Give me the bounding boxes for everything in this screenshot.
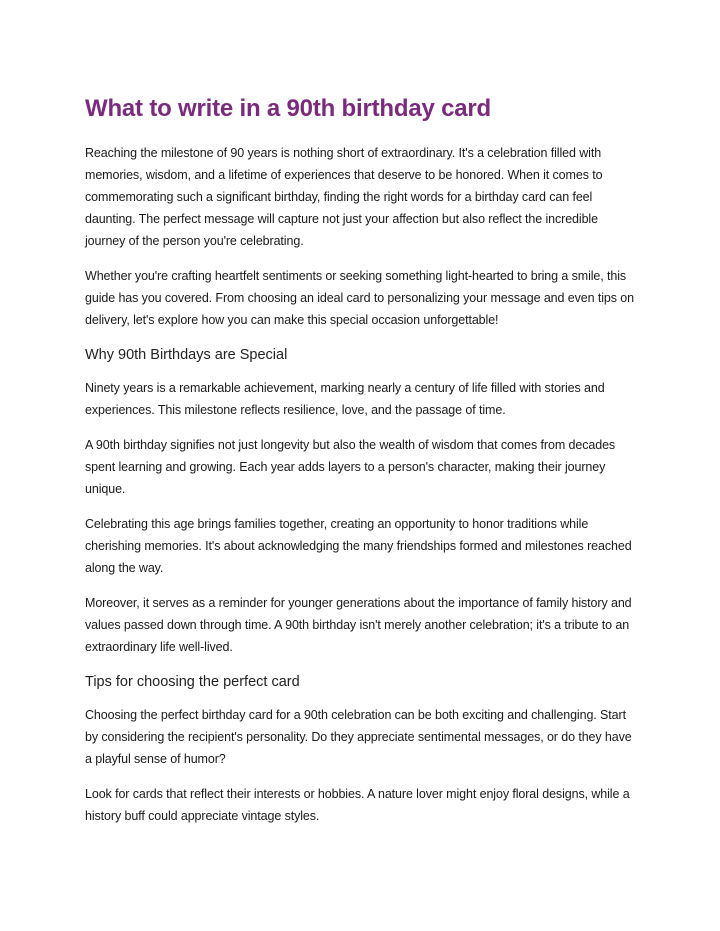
section-paragraph: Look for cards that reflect their interests or hobbies. A nature lover might enjoy floral designs, while a history buff could appreciate vintage styles. — [85, 787, 630, 823]
section-heading-tips: Tips for choosing the perfect card — [85, 674, 300, 690]
section-paragraph: Choosing the perfect birthday card for a 90th celebration can be both exciting and challenging. Start by considering the recipient's personality. Do they appreciate sentimental messages, or do they have a playful sense of humor? — [85, 708, 632, 766]
intro-paragraph-2: Whether you're crafting heartfelt sentiments or seeking something light-hearted to bring a smile, this guide has you covered. From choosing an ideal card to personalizing your message and even tips on delivery, let's explore how you can make this special occasion unforgettable! — [85, 269, 634, 327]
section-paragraph: A 90th birthday signifies not just longevity but also the wealth of wisdom that comes from decades spent learning and growing. Each year adds layers to a person's character, making their journey unique. — [85, 438, 616, 496]
section-paragraph: Moreover, it serves as a reminder for younger generations about the importance of family history and values passed down through time. A 90th birthday isn't merely another celebration; it's a tribute to an extraordinary life well-lived. — [85, 596, 632, 654]
section-paragraph: Celebrating this age brings families together, creating an opportunity to honor traditions while cherishing memories. It's about acknowledging the many friendships formed and milestones reached along the way. — [85, 517, 632, 575]
section-heading-why-special: Why 90th Birthdays are Special — [85, 347, 288, 363]
page-title: What to write in a 90th birthday card — [85, 95, 491, 122]
article — [85, 92, 640, 840]
intro-paragraph-1: Reaching the milestone of 90 years is nothing short of extraordinary. It's a celebration filled with memories, wisdom, and a lifetime of experiences that deserve to be honored. When it comes to commemorating such a significant birthday, finding the right words for a birthday card can feel daunting. The perfect message will capture not just your affection but also reflect the incredible journey of the person you're celebrating. — [85, 146, 603, 248]
section-paragraph: Ninety years is a remarkable achievement, marking nearly a century of life filled with stories and experiences. This milestone reflects resilience, love, and the passage of time. — [85, 381, 605, 417]
